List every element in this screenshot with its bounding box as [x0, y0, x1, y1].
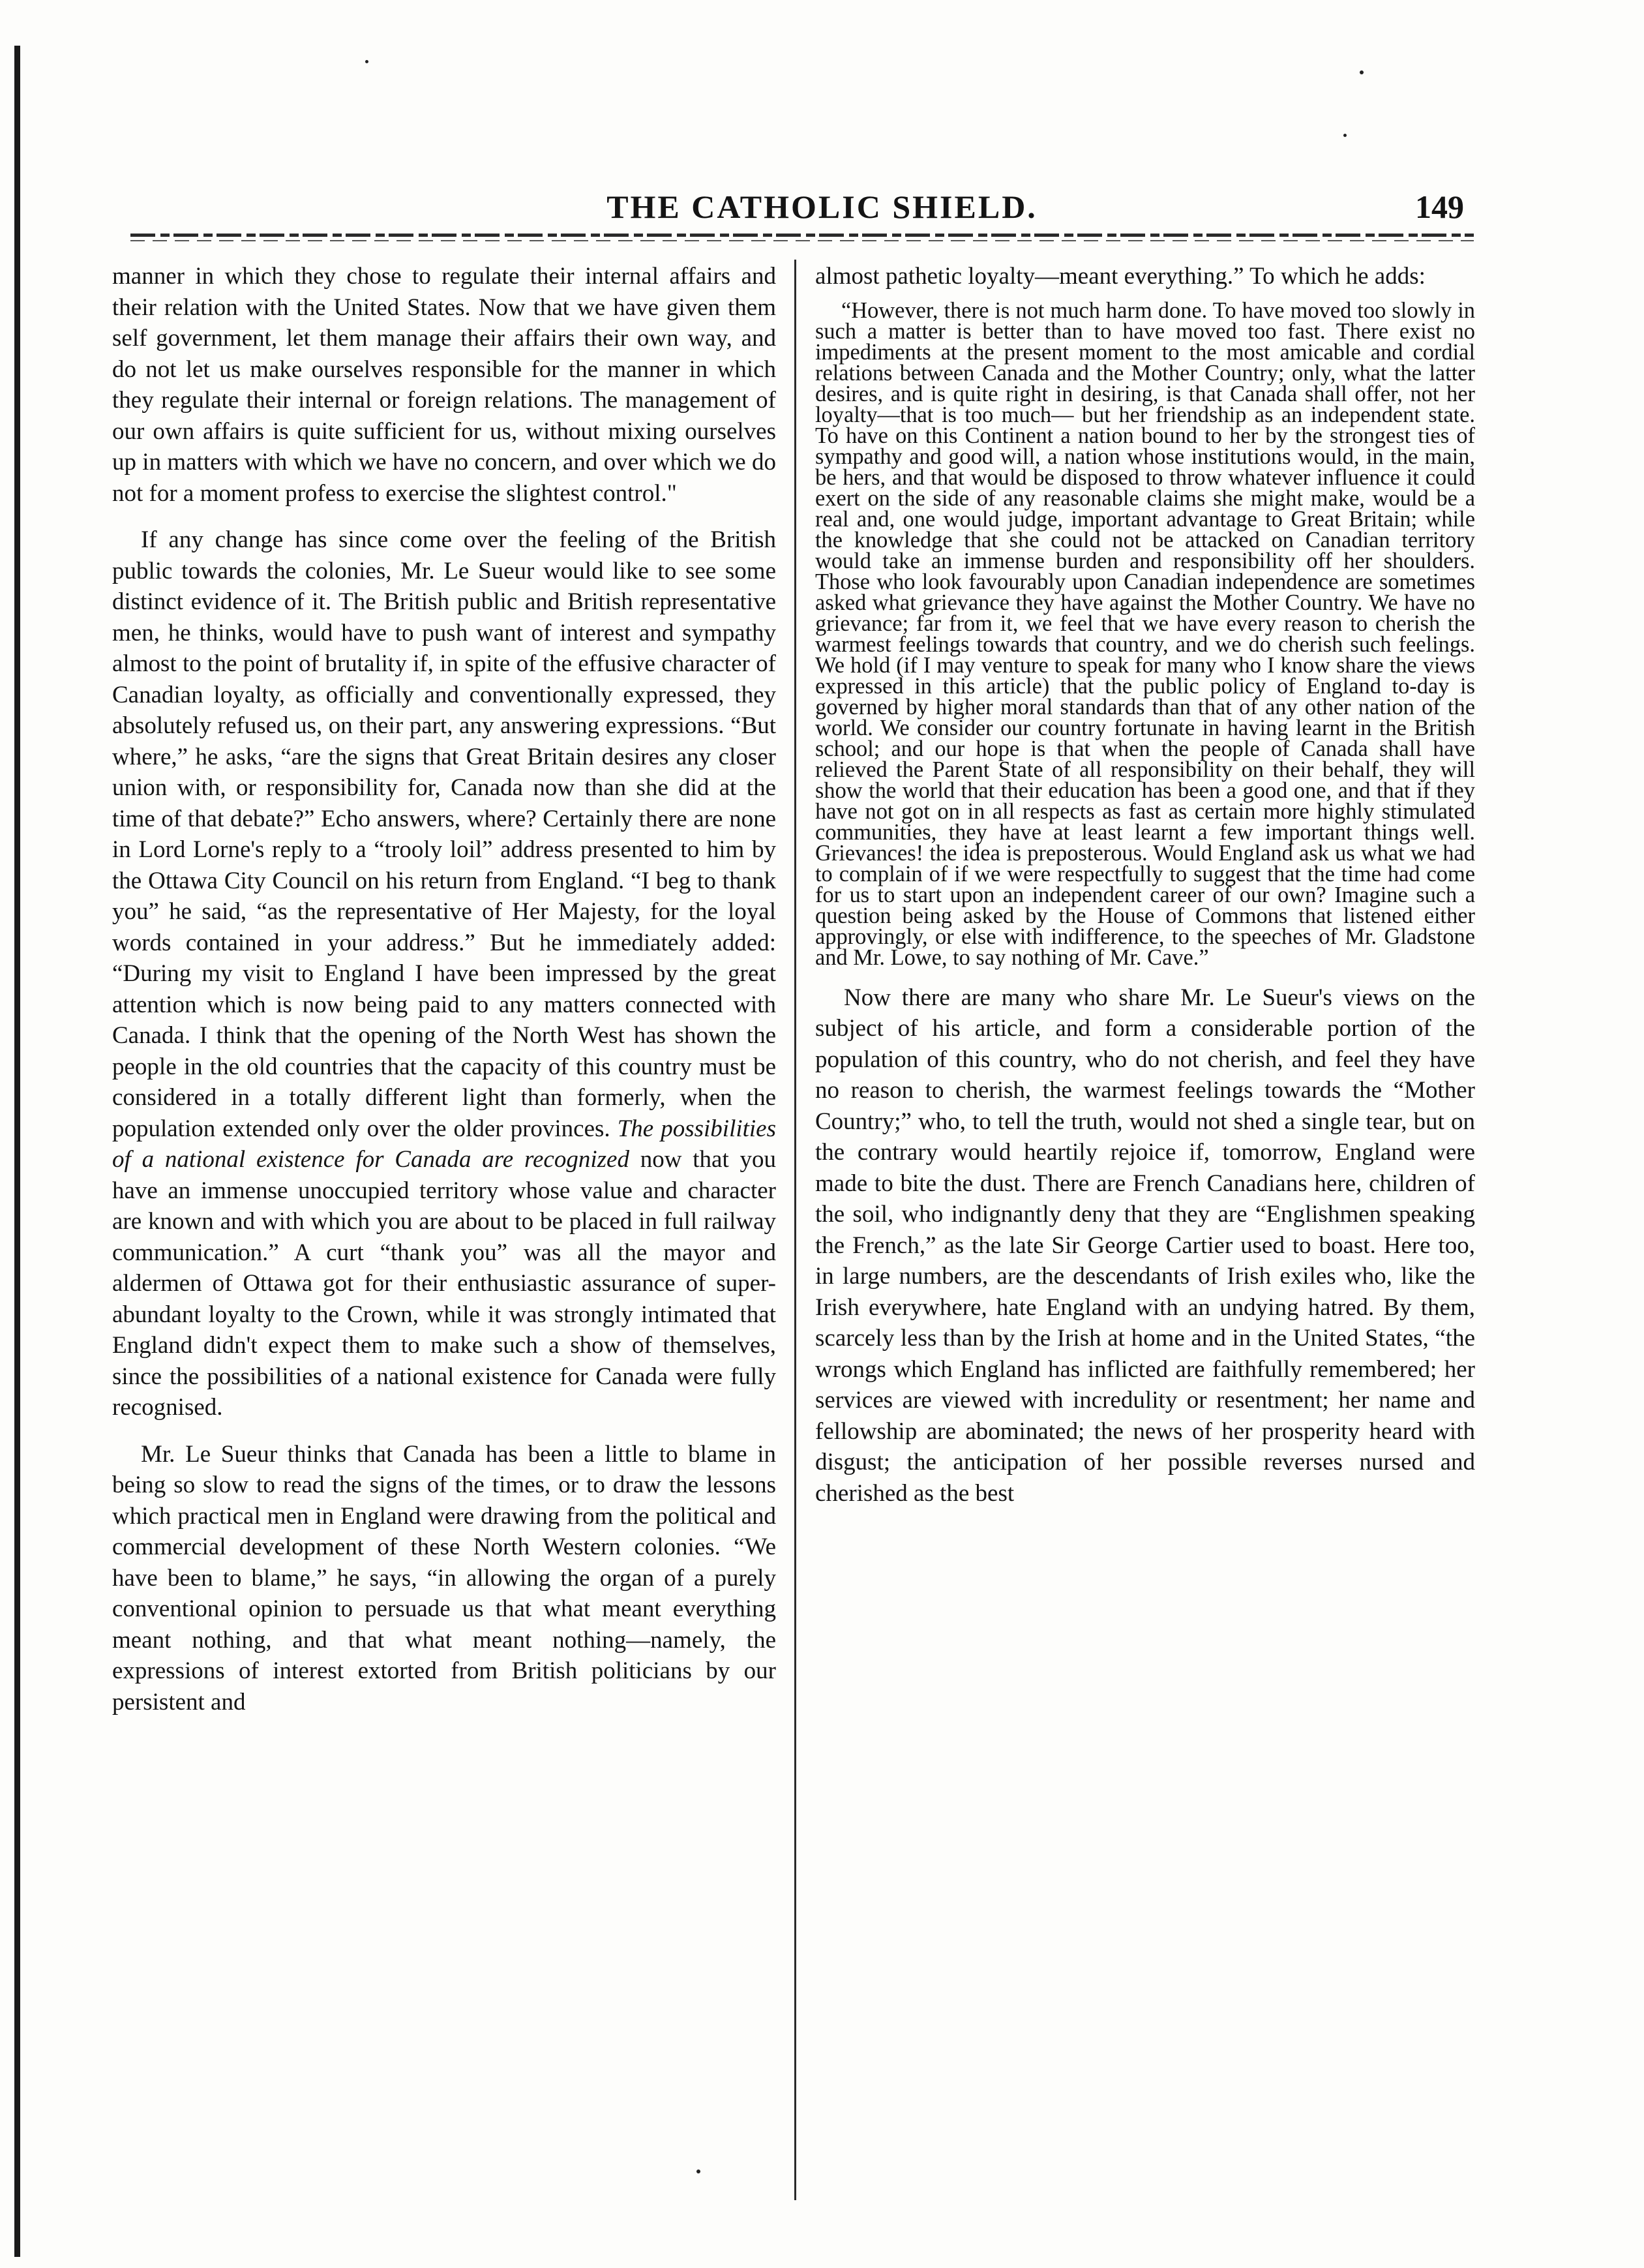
paragraph: Now there are many who share Mr. Le Sueur's views on the subject of his article, and form a considerable portion of the population of this country, who do not cherish, and feel they have no reason to cherish, the warmest feelings towards the “Mother Country;” who, to tell the truth, would not shed a single tear, but on the contrary would heartily rejoice if, tomorrow, England were made to bite the dust. There are French Canadians here, children of the soil, who indignantly deny that they are “Englishmen speaking the French,” as the late Sir George Cartier used to boast. Here too, in large numbers, are the descendants of Irish exiles who, like the Irish everywhere, hate England with an undying hatred. By them, scarcely less than by the Irish at home and in the United States, “the wrongs which England has inflicted are faithfully remembered; her services are viewed with incredulity or resentment; her name and fellowship are abominated; the news of her prosperity heard with disgust; the anticipation of her possible reverses nursed and cherished as the best: [815, 984, 1475, 1507]
paragraph-text: If any change has since come over the feeling of the British public towards the colonies, Mr. Le Sueur would like to see some distinct evidence of it. The British public and British representative men, he thinks, would have to push want of interest and sympathy almost to the point of brutality if, in spite of the effusive character of Canadian loyalty, as officially and conventionally expressed, they absolutely refused us, on their part, any answering expressions. “But where,” he asks, “are the signs that Great Britain desires any closer union with, or responsibility for, Canada now than she did at the time of that debate?” Echo answers, where? Certainly there are none in Lord Lorne's reply to a “trooly loil” address presented to him by the Ottawa City Council on his return from England. “I beg to thank you” he said, “as the representative of Her Majesty, for the loyal words contained in your address.” But he immediately added: “During my visit to England I have been impressed by the great attention which is now being paid to any matters connected with Canada. I think that the opening of the North West has shown the people in the old countries that the capacity of this country must be considered in a totally different light than formerly, when the population extended only over the older provinces.: [112, 526, 776, 1142]
header-rule-secondary: [130, 240, 1474, 241]
header-rule: [130, 234, 1474, 237]
block-quote: “However, there is not much harm done. To have moved too slowly in such a matter is better than to have moved too fast. There exist no impediments at the present moment to the most amicable and cordial relations between Canada and the Mother Country; only, what the latter desires, and is quite right in desiring, is that Canada shall offer, not her loyalty—that is too much— but her friendship as an independent state. To have on this Continent a nation bound to her by the strongest ties of sympathy and good will, a nation whose institutions would, in the main, be hers, and that would be disposed to throw whatever influence it could exert on the side of any reasonable claims she might make, would be a real and, one would judge, important advantage to Great Britain; while the knowledge that she could not be attacked on Canadian territory would take an immense burden and responsibility off her shoulders. Those who look favourably upon Canadian independence are sometimes asked what grievance they have against the Mother Country. We have no grievance; far from it, we feel that we have every reason to cherish the warmest feelings towards that country, and we do cherish such feelings. We hold (if I may venture to speak for many who I know share the views expressed in this article) that the public policy of England to-day is governed by higher moral standards than that of any other nation of the world. We consider our country fortunate in having learnt in the British school; and our hope is that when the people of Canada shall have relieved the Parent State of all responsibility on their behalf, they will show the world that their education has been a good one, and that if they have not got on in all respects as fast as certain more highly stimulated communities, they have at least learnt a few important things well. Grievances! the idea is preposterous. Would England ask us what we had to complain of if we were respectfully to suggest that the time had come for us to start upon an independent career of our own? Imagine such a question being asked by the House of Commons that listened either approvingly, or else with indifference, to the speeches of Mr. Gladstone and Mr. Lowe, to say nothing of Mr. Cave.”: [815, 297, 1475, 970]
ink-speck: [1360, 70, 1364, 74]
binding-edge-line: [14, 46, 20, 2257]
paragraph: [112, 524, 776, 1423]
paragraph-text: now that you have an immense unoccupied territory whose value and character are known and with which you are about to be placed in full railway communication.” A curt “thank you” was all the mayor and aldermen of Ottawa got for their enthusiastic assurance of super-abundant loyalty to the Crown, while it was strongly intimated that England didn't expect them to make such a show of themselves, since the possibilities of a national existence for Canada were fully recognised.: [112, 1146, 776, 1421]
column-divider: [794, 260, 796, 2200]
left-column: [112, 261, 776, 2237]
ink-speck: [365, 60, 368, 63]
paragraph-continued: manner in which they chose to regulate their internal affairs and their relation with the United States. Now that we have given them self government, let them manage their affairs their own way, and do not let us make ourselves responsible for the manner in which they regulate their internal or foreign relations. The management of our own affairs is quite sufficient for us, without mixing ourselves up in matters with which we have no concern, and over which we do not for a moment profess to exercise the slightest control.": [112, 263, 776, 507]
right-column: [815, 261, 1475, 2237]
paragraph-continued: almost pathetic loyalty—meant everything.” To which he adds:: [815, 263, 1426, 290]
italic-emphasis: The possibilities of a national existence for Canada are recognized: [112, 1115, 776, 1173]
ink-speck: [1343, 134, 1347, 137]
page-number: 149: [1415, 189, 1464, 225]
running-head-title: THE CATHOLIC SHIELD.: [606, 189, 1038, 225]
paragraph: Mr. Le Sueur thinks that Canada has been a little to blame in being so slow to read the signs of the times, or to draw the lessons which practical men in England were drawing from the political and commercial development of these North Western colonies. “We have been to blame,” he says, “in allowing the organ of a purely conventional opinion to persuade us that what meant everything meant nothing, and that what meant nothing—namely, the expressions of interest extorted from British politicians by our persistent and: [112, 1440, 776, 1716]
